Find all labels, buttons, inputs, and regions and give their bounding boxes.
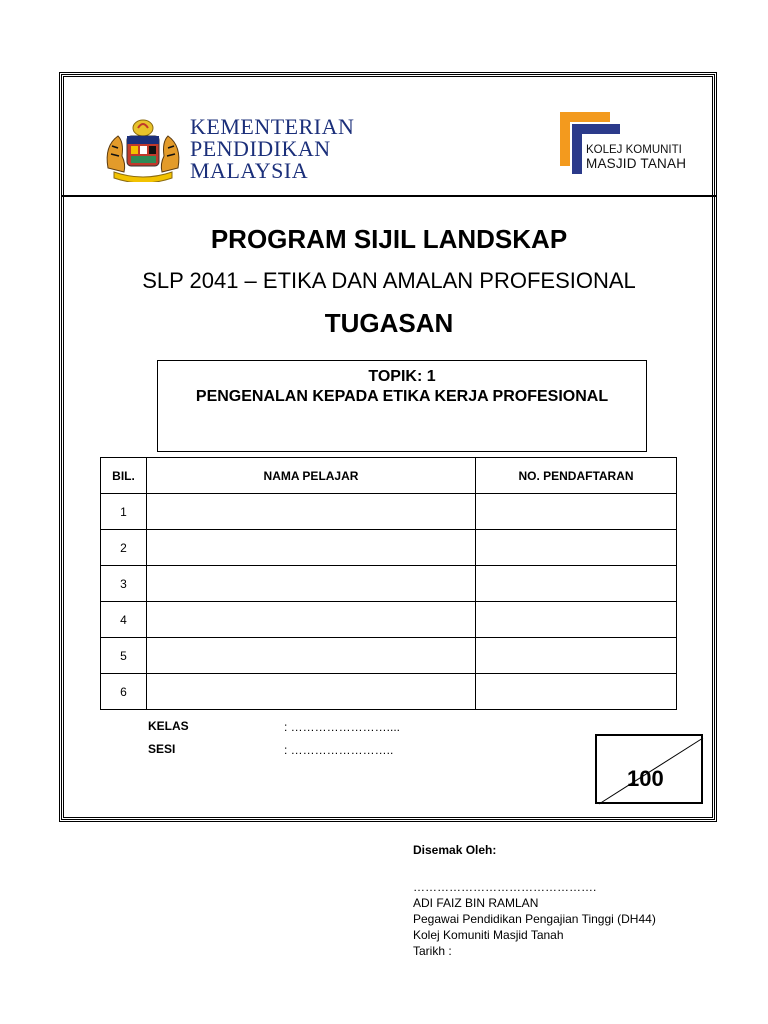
checker-position: Pegawai Pendidikan Pengajian Tinggi (DH44)	[413, 912, 656, 926]
checker-name: ADI FAIZ BIN RAMLAN	[413, 896, 539, 910]
student-name-cell[interactable]	[147, 494, 476, 530]
registration-no-cell[interactable]	[476, 530, 677, 566]
row-number: 6	[101, 674, 147, 710]
course-title: SLP 2041 – ETIKA DAN AMALAN PROFESIONAL	[142, 268, 636, 293]
checked-by-label: Disemak Oleh:	[413, 843, 497, 857]
checker-institution: Kolej Komuniti Masjid Tanah	[413, 928, 564, 942]
header-divider	[61, 195, 717, 197]
student-name-cell[interactable]	[147, 638, 476, 674]
topic-name: PENGENALAN KEPADA ETIKA KERJA PROFESIONAL	[195, 388, 609, 405]
table-row	[101, 638, 677, 674]
malaysia-crest-icon	[100, 116, 186, 182]
kelas-label: KELAS	[148, 719, 189, 733]
student-name-cell[interactable]	[147, 602, 476, 638]
table-row	[101, 674, 677, 710]
row-number: 4	[101, 602, 147, 638]
table-header-row	[101, 458, 677, 494]
college-line-2: MASJID TANAH	[586, 156, 687, 171]
header-no-pendaftaran: NO. PENDAFTARAN	[476, 458, 677, 494]
row-number: 1	[101, 494, 147, 530]
student-name-cell[interactable]	[147, 566, 476, 602]
ministry-name	[190, 116, 354, 182]
ministry-line-2: PENDIDIKAN	[190, 136, 331, 161]
college-logo	[558, 110, 708, 180]
registration-no-cell[interactable]	[476, 674, 677, 710]
score-box[interactable]	[595, 734, 703, 804]
program-title: PROGRAM SIJIL LANDSKAP	[210, 224, 568, 254]
college-line-1: KOLEJ KOMUNITI	[586, 144, 682, 156]
sesi-field[interactable]: : ……………………..	[284, 743, 394, 757]
table-row	[101, 494, 677, 530]
sesi-label: SESI	[148, 742, 176, 756]
ministry-line-1: KEMENTERIAN	[190, 114, 355, 139]
ministry-logo	[100, 116, 390, 186]
table-row	[101, 602, 677, 638]
table-row	[101, 530, 677, 566]
score-total: 100	[627, 766, 664, 791]
row-number: 3	[101, 566, 147, 602]
topic-box	[157, 360, 647, 452]
row-number: 5	[101, 638, 147, 674]
registration-no-cell[interactable]	[476, 566, 677, 602]
row-number: 2	[101, 530, 147, 566]
signature-line: ……………………………………….	[413, 880, 597, 894]
kelas-field[interactable]: : ……………………....	[284, 720, 401, 734]
student-table	[100, 457, 677, 710]
student-name-cell[interactable]	[147, 674, 476, 710]
table-row	[101, 566, 677, 602]
college-name	[586, 144, 686, 170]
date-label: Tarikh :	[413, 944, 452, 958]
registration-no-cell[interactable]	[476, 602, 677, 638]
ministry-line-3: MALAYSIA	[190, 158, 309, 183]
topic-label: TOPIK: 1	[368, 368, 436, 385]
checked-by-block	[413, 842, 656, 959]
registration-no-cell[interactable]	[476, 494, 677, 530]
header-bil: BIL.	[101, 458, 147, 494]
assignment-title: TUGASAN	[324, 308, 454, 338]
header-nama-pelajar: NAMA PELAJAR	[147, 458, 476, 494]
student-name-cell[interactable]	[147, 530, 476, 566]
registration-no-cell[interactable]	[476, 638, 677, 674]
